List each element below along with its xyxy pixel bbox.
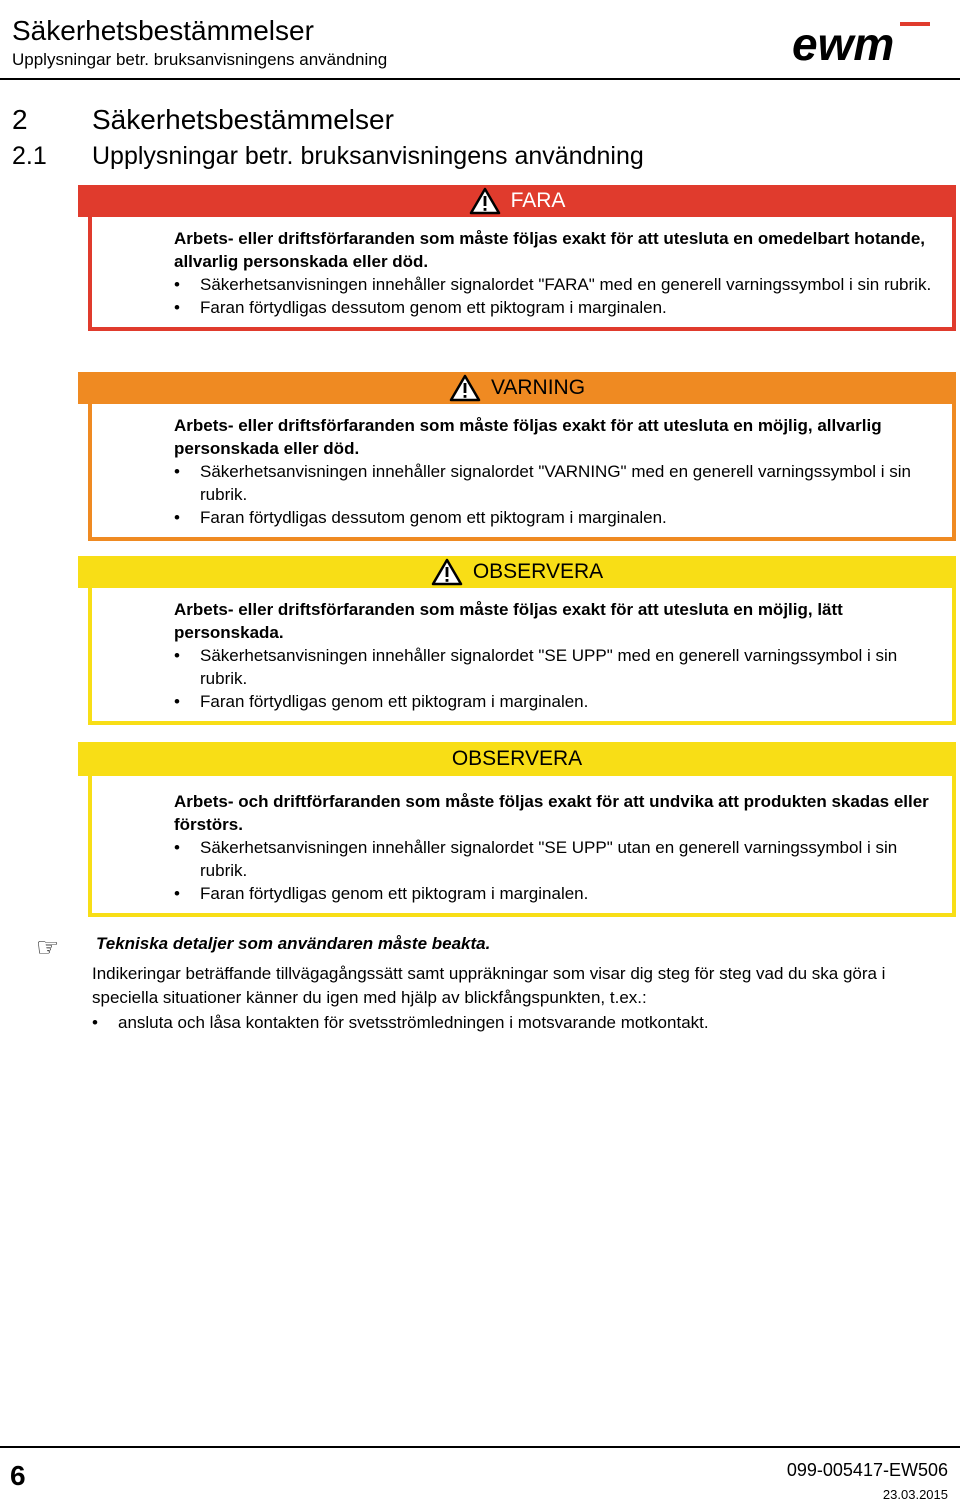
- list-item: • Säkerhetsanvisningen innehåller signalordet "SE UPP" med en generell varningssymbol i sin rubrik.: [174, 644, 942, 690]
- footer-divider: [0, 1446, 960, 1448]
- section-number: 2: [12, 104, 28, 135]
- caution-notice-lead: Arbets- eller driftsförfaranden som måste följas exakt för att utesluta en möjlig, lätt personskada.: [174, 600, 843, 642]
- list-item: • Faran förtydligas dessutom genom ett piktogram i marginalen.: [174, 506, 942, 529]
- list-item: • Säkerhetsanvisningen innehåller signalordet "SE UPP" utan en generell varningssymbol i sin rubrik.: [174, 836, 942, 882]
- caution-notice-label: OBSERVERA: [472, 560, 604, 583]
- list-item: • Faran förtydligas genom ett piktogram i marginalen.: [174, 882, 942, 905]
- note-list: [92, 1011, 709, 1035]
- list-item: • Säkerhetsanvisningen innehåller signalordet "VARNING" med en generell varningssymbol i sin rubrik.: [174, 460, 942, 506]
- property-damage-notice-label: OBSERVERA: [451, 747, 583, 770]
- list-item: • Faran förtydligas dessutom genom ett piktogram i marginalen.: [174, 296, 942, 319]
- caution-notice-body: [88, 588, 956, 725]
- warning-notice-lead: Arbets- eller driftsförfaranden som måste följas exakt för att utesluta en möjlig, allvarlig personskada eller död.: [174, 416, 882, 458]
- property-damage-notice-header: [78, 742, 956, 776]
- subsection-title: Upplysningar betr. bruksanvisningens användning: [92, 142, 644, 170]
- property-damage-notice-box: [88, 742, 956, 917]
- list-item: • ansluta och låsa kontakten för svetsströmledningen i motsvarande motkontakt.: [92, 1011, 709, 1035]
- caution-notice-header: [78, 556, 956, 588]
- danger-notice-label: FARA: [510, 189, 566, 212]
- list-item: • Faran förtydligas genom ett piktogram i marginalen.: [174, 690, 942, 713]
- warning-notice-header: [78, 372, 956, 404]
- caution-notice-box: [88, 556, 956, 725]
- danger-notice-box: [88, 185, 956, 331]
- warning-notice-body: [88, 404, 956, 541]
- section-title: Säkerhetsbestämmelser: [92, 104, 394, 135]
- danger-notice-header: [78, 185, 956, 217]
- danger-notice-body: [88, 217, 956, 331]
- danger-notice-lead: Arbets- eller driftsförfaranden som måste följas exakt för att utesluta en omedelbart hotande, allvarlig personskada eller död.: [174, 229, 926, 271]
- note-text: Indikeringar beträffande tillvägagångssätt samt uppräkningar som visar dig steg för steg vad du ska göra i speciella situationer känner du igen med hjälp av blickfångspunkten, t.ex.:: [92, 964, 886, 1007]
- page-number: 6: [10, 1460, 26, 1491]
- header-subtitle: Upplysningar betr. bruksanvisningens användning: [12, 50, 388, 69]
- warning-triangle-icon: [431, 558, 463, 586]
- property-damage-notice-body: [88, 776, 956, 917]
- logo-text: ewm: [792, 20, 895, 70]
- note-title: Tekniska detaljer som användaren måste beakta.: [96, 934, 491, 953]
- header-divider: [0, 78, 960, 80]
- subsection-number: 2.1: [12, 142, 47, 170]
- document-number: 099-005417-EW506: [786, 1460, 948, 1480]
- warning-notice-box: [88, 372, 956, 541]
- warning-notice-label: VARNING: [490, 376, 586, 399]
- warning-triangle-icon: [469, 187, 501, 215]
- list-item: • Säkerhetsanvisningen innehåller signalordet "FARA" med en generell varningssymbol i sin rubrik.: [174, 273, 942, 296]
- warning-triangle-icon: [449, 374, 481, 402]
- ewm-logo: [792, 20, 932, 70]
- pointing-hand-icon: ☞: [36, 932, 60, 962]
- document-date: 23.03.2015: [882, 1487, 948, 1502]
- header-title: Säkerhetsbestämmelser: [12, 15, 314, 46]
- property-damage-notice-lead: Arbets- och driftförfaranden som måste följas exakt för att undvika att produkten skadas eller förstörs.: [174, 792, 929, 834]
